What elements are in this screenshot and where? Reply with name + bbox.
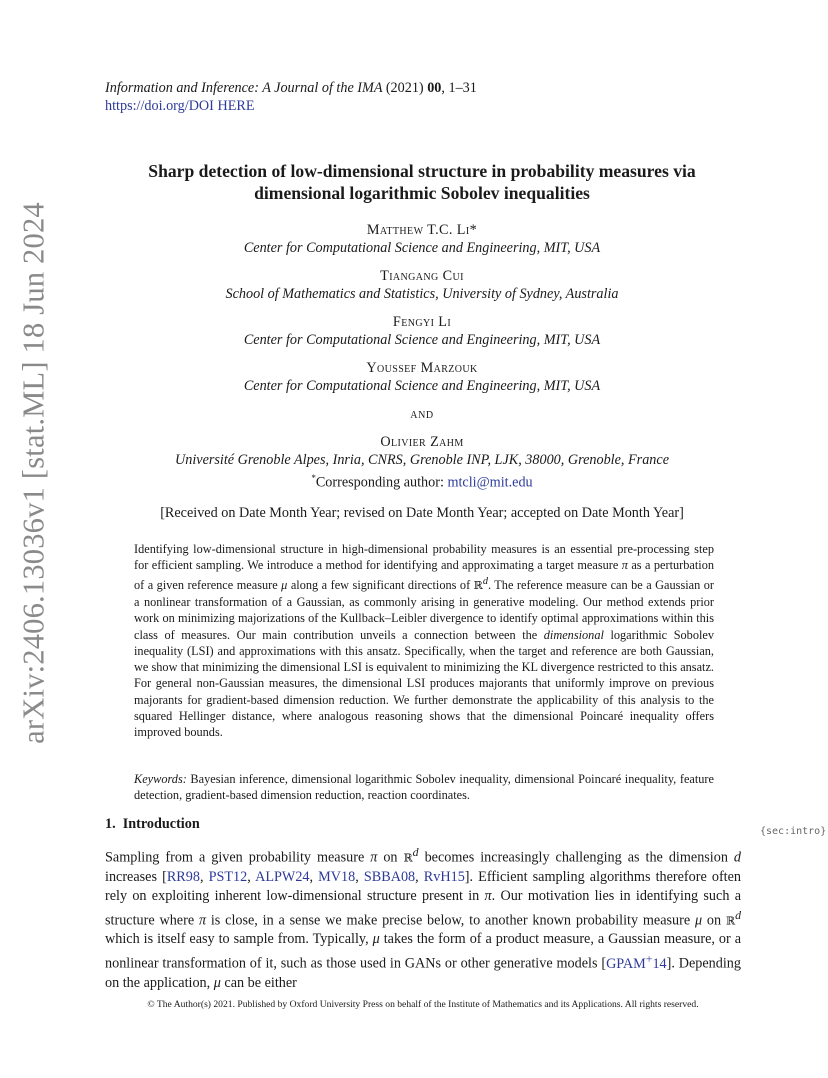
citation-separator: , — [309, 868, 319, 885]
math-mu: μ — [694, 912, 703, 929]
author-name: Matthew T.C. Li* — [366, 222, 478, 238]
abstract-text: logarithmic Sobolev inequality (LSI) and approximations with this ansatz. Specifically, when the target and reference are both Gaussian, we show that minimizing the dimensional LSI is equivalent to minimizing the KL divergence restricted to this ansatz. For general non-Gaussian measures, the dimensional LSI produces majorants that uniformly improve on previous majorants for gradient-based dimension reduction. We further demonstrate the applicability of this analysis to the squared Hellinger distance, where analogous reasoning shows that the dimensional Poincaré inequality offers improved bounds. — [134, 627, 715, 740]
abstract-text: Identifying low-dimensional structure in high-dimensional probability measures is an essential pre-processing step for efficient sampling. We introduce a method for identifying and approximating a target measure — [134, 542, 714, 573]
abstract-text: as a perturbation of a given reference measure — [134, 558, 714, 592]
corresponding-author-note — [105, 469, 739, 492]
paper-title — [105, 160, 739, 204]
citation-link[interactable]: SBBA08 — [363, 868, 416, 885]
citation-separator: , — [199, 868, 209, 885]
citation-link[interactable]: MV18 — [318, 868, 356, 885]
citation-link[interactable]: ALPW24 — [255, 868, 310, 885]
math-mu: μ — [372, 931, 380, 948]
author-affiliation: School of Mathematics and Statistics, University of Sydney, Australia — [225, 286, 619, 302]
author-affiliation: Center for Computational Science and Engineering, MIT, USA — [243, 378, 601, 394]
math-real-space: ℝ — [403, 851, 413, 865]
math-pi: π — [621, 558, 628, 573]
journal-citation — [105, 79, 477, 97]
body-text: increases [ — [105, 868, 167, 885]
citation-year: 14 — [652, 956, 667, 973]
section-title: Introduction — [122, 816, 200, 832]
body-text: is close, in a sense we make precise below, to another known probability measure — [206, 912, 695, 929]
author-name: Olivier Zahm — [380, 434, 464, 450]
journal-name: Information and Inference: A Journal of the IMA — [105, 80, 383, 96]
body-text: becomes increasingly challenging as the dimension — [418, 849, 734, 866]
author-name: Tiangang Cui — [380, 268, 464, 284]
keywords-text: Bayesian inference, dimensional logarithmic Sobolev inequality, dimensional Poincaré inequality, feature detection, gradient-based dimension reduction, reaction coordinates. — [134, 772, 714, 803]
abstract — [134, 541, 714, 741]
abstract-emphasis: dimensional — [543, 627, 604, 642]
abstract-text: along a few significant directions of — [287, 577, 474, 592]
body-text: on — [702, 912, 726, 929]
body-text: takes the form of a product measure, a Gaussian measure, or a nonlinear transformation of it, such as those used in GANs or other generative models [ — [105, 931, 741, 973]
body-text: Sampling from a given probability measure — [105, 849, 371, 866]
received-dates: [Received on Date Month Year; revised on Date Month Year; accepted on Date Month Year] — [160, 505, 684, 521]
corresponding-email-link[interactable]: mtcli@mit.edu — [447, 474, 533, 491]
math-real-space: ℝ — [473, 578, 483, 592]
introduction-paragraph — [105, 843, 741, 993]
title-line-1: Sharp detection of low-dimensional structure in probability measures via — [148, 161, 696, 181]
author-affiliation: Université Grenoble Alpes, Inria, CNRS, Grenoble INP, LJK, 38000, Grenoble, France — [174, 452, 669, 468]
math-mu: μ — [213, 975, 221, 992]
author-block — [105, 221, 739, 492]
corresponding-marker: * — [311, 473, 316, 483]
math-dimension-exponent: d — [482, 575, 488, 587]
copyright-footer: © The Author(s) 2021. Published by Oxford University Press on behalf of the Institute of Mathematics and its Applications. All rights reserved. — [147, 999, 699, 1010]
math-pi: π — [484, 887, 492, 904]
body-text: ]. Depending on the application, — [105, 956, 741, 992]
math-d: d — [733, 849, 742, 866]
title-line-2: dimensional logarithmic Sobolev inequalities — [254, 183, 590, 203]
math-pi: π — [198, 912, 207, 929]
citation-separator: , — [415, 868, 424, 885]
keywords — [134, 771, 714, 804]
citation-link[interactable]: RR98 — [166, 868, 200, 885]
arxiv-sidebar — [14, 178, 54, 768]
citation-separator: , — [247, 868, 256, 885]
body-text: . Our motivation lies in identifying such a structure where — [105, 887, 741, 929]
author-name: Youssef Marzouk — [366, 360, 478, 376]
citation-superscript: + — [645, 951, 653, 966]
journal-volume: 00 — [427, 80, 442, 96]
author-conjunction: and — [410, 406, 434, 422]
keywords-label: Keywords: — [134, 772, 187, 786]
section-number: 1. — [105, 816, 116, 832]
math-real-space: ℝ — [725, 914, 736, 928]
body-text: which is itself easy to sample from. Typically, — [105, 931, 373, 948]
corresponding-label: Corresponding author: — [315, 474, 448, 491]
section-label-tag: {sec:intro} — [760, 826, 827, 837]
author-name: Fengyi Li — [392, 314, 452, 330]
journal-header — [105, 79, 477, 115]
math-dimension-exponent: d — [735, 907, 742, 922]
abstract-text: . The reference measure can be a Gaussian or a nonlinear transformation of a Gaussian, as commonly arising in generative modeling. Our method extends prior work on minimizing majorizations of the Kullback–Leibler divergence to identify optimal approximations within this class of measures. Our main contribution unveils a connection between the — [134, 577, 714, 642]
body-text: can be either — [220, 975, 297, 992]
journal-year: (2021) — [385, 80, 424, 96]
math-dimension-exponent: d — [412, 845, 419, 859]
author-affiliation: Center for Computational Science and Engineering, MIT, USA — [243, 240, 601, 256]
citation-separator: , — [355, 868, 364, 885]
arxiv-identifier: arXiv:2406.13036v1 [stat.ML] 18 Jun 2024 — [16, 202, 51, 744]
citation-link[interactable]: RvH15 — [423, 868, 465, 885]
body-text: ]. Efficient sampling algorithms therefore often rely on exploiting inherent low-dimensional structure present in — [105, 868, 742, 904]
author-affiliation: Center for Computational Science and Engineering, MIT, USA — [243, 332, 601, 348]
section-heading — [105, 816, 200, 833]
citation-link[interactable]: PST12 — [208, 868, 248, 885]
journal-pages: , 1–31 — [441, 80, 477, 96]
math-pi: π — [370, 849, 378, 866]
citation-link[interactable] — [606, 951, 667, 973]
math-mu: μ — [281, 577, 288, 592]
doi-link[interactable]: https://doi.org/DOI HERE — [105, 98, 255, 114]
citation-key: GPAM — [606, 956, 646, 973]
body-text: on — [377, 849, 404, 866]
